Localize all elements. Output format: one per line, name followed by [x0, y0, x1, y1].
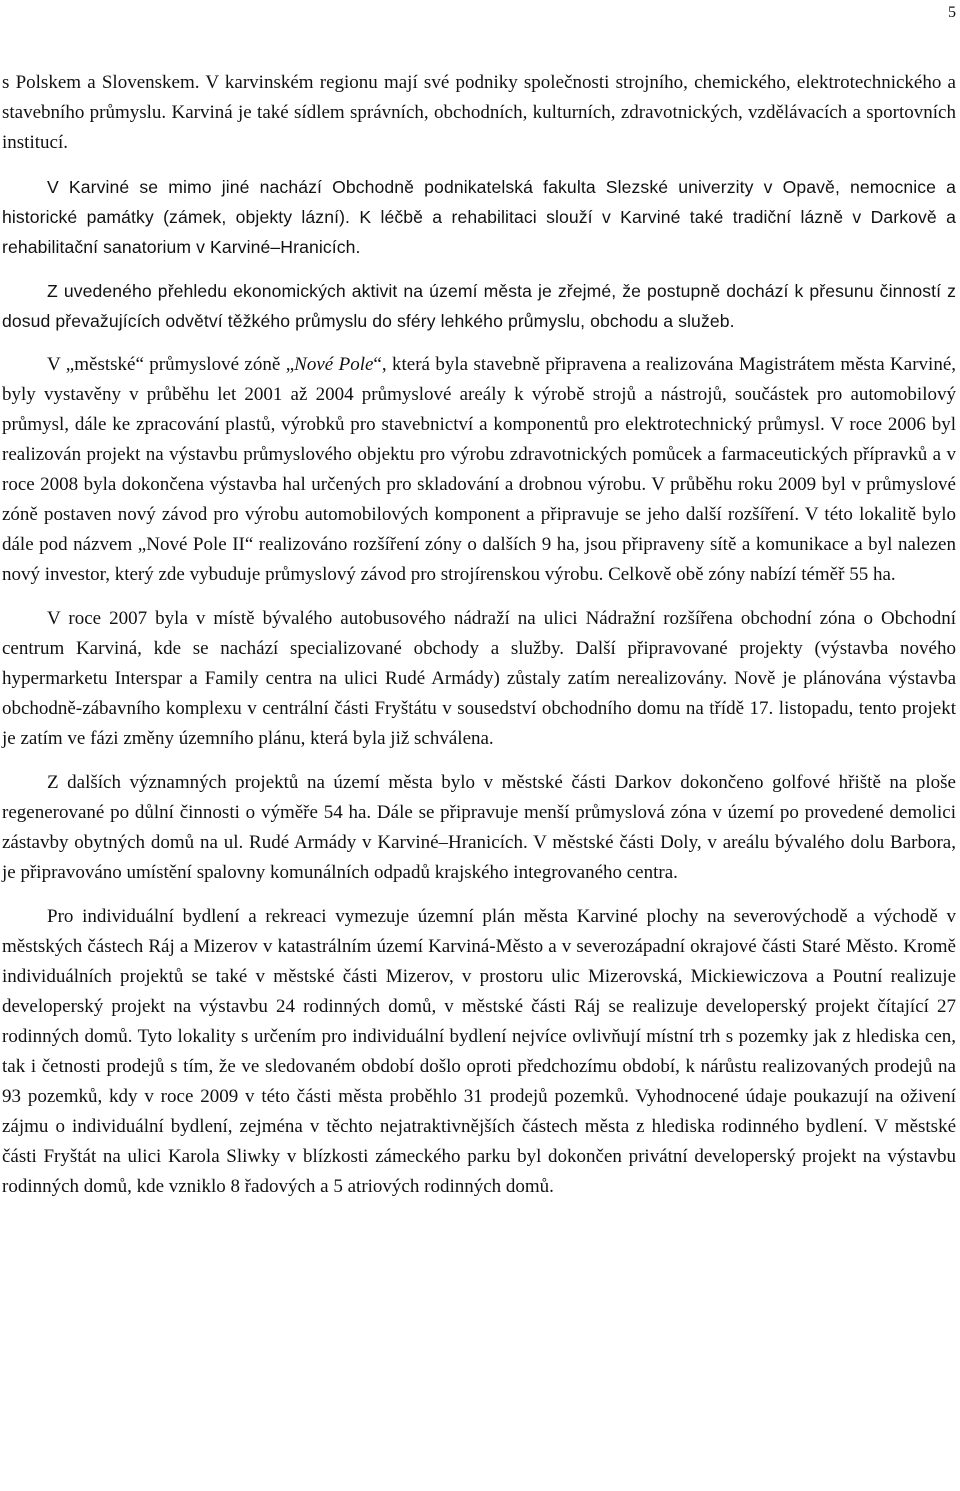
paragraph-industrial-zone [2, 350, 956, 590]
paragraph-commercial-zone: V roce 2007 byla v místě bývalého autobusového nádraží na ulici Nádražní rozšířena obchodní zóna o Obchodní centrum Karviná, kde se nachází specializované obchody a služby. Další připravované projekty (výstavba nového hypermarketu Interspar a Family centra na ulici Rudé Armády) zůstaly zatím nerealizovány. Nově je plánována výstavba obchodně-zábavního komplexu v centrální části Fryštátu v sousedství obchodního domu na třídě 17. listopadu, tento projekt je zatím ve fázi změny územního plánu, která byla již schválena. [2, 608, 956, 749]
document-body [2, 68, 956, 1216]
paragraph-institutions [2, 172, 956, 262]
paragraph-institutions-part-a: V Karviné se mimo jiné nachází Obchodně podnikatelská fakulta Slezské univerzity v Opavě, nemocnice a historické památky (zámek, objekty lázní). [2, 177, 956, 227]
paragraph-other-projects: Z dalších významných projektů na území města bylo v městské části Darkov dokončeno golfové hřiště na ploše regenerované po důlní činnosti o výměře 54 ha. Dále se připravuje menší průmyslová zóna v území po provedené demolici zástavby obytných domů na ul. Rudé Armády v Karviné–Hranicích. V městské části Doly, v areálu bývalého dolu Barbora, je připravováno umístění spalovny komunálních odpadů krajského integrovaného centra. [2, 772, 956, 883]
paragraph-industrial-zone-lead: V „městské“ průmyslové zóně „ [47, 354, 295, 375]
paragraph-economic-shift: Z uvedeného přehledu ekonomických aktivit na území města je zřejmé, že postupně dochází k přesunu činností z dosud převažujících odvětví těžkého průmyslu do sféry lehkého průmyslu, obchodu a služeb. [2, 281, 956, 331]
paragraph-industrial-zone-body: “, která byla stavebně připravena a realizována Magistrátem města Karviné, byly vystavěny v průběhu let 2001 až 2004 průmyslové areály k výrobě strojů a nástrojů, součástek pro automobilový průmysl, dále ke zpracování plastů, výrobků pro stavebnictví a komponentů pro elektrotechnický průmysl. V roce 2006 byl realizován projekt na výstavbu průmyslového objektu pro výrobu zdravotnických pomůcek a farmaceutických přípravků a v roce 2008 byla dokončena výstavba hal určených pro skladování a drobnou výrobu. V průběhu roku 2009 byl v průmyslové zóně postaven nový závod pro výrobu automobilových komponent a připravuje se jeho další rozšíření. V této lokalitě bylo dále pod názvem „Nové Pole II“ realizováno rozšíření zóny o dalších 9 ha, jsou připraveny sítě a komunikace a byl nalezen nový investor, který zde vybuduje průmyslový závod pro strojírenskou výrobu. Celkově obě zóny nabízí téměř 55 ha. [2, 354, 957, 585]
zone-name-italic: Nové Pole [294, 354, 374, 375]
page-number: 5 [948, 4, 956, 21]
paragraph-regional-industry: s Polskem a Slovenskem. V karvinském regionu mají své podniky společnosti strojního, chemického, elektrotechnického a stavebního průmyslu. Karviná je také sídlem správních, obchodních, kulturních, zdravotnických, vzdělávacích a sportovních institucí. [2, 72, 956, 153]
paragraph-institutions-part-b: K léčbě a rehabilitaci slouží v Karviné také tradiční lázně v Darkově a rehabilitační sanatorium v Karviné–Hranicích. [2, 207, 956, 257]
paragraph-housing: Pro individuální bydlení a rekreaci vymezuje územní plán města Karviné plochy na severovýchodě a východě v městských částech Ráj a Mizerov v katastrálním území Karviná-Město a v severozápadní okrajové části Staré Město. Kromě individuálních projektů se také v městské části Mizerov, v prostoru ulic Mizerovská, Mickiewiczova a Poutní realizuje developerský projekt na výstavbu 24 rodinných domů, v městské části Ráj se realizuje developerský projekt čítající 27 rodinných domů. Tyto lokality s určením pro individuální bydlení nejvíce ovlivňují místní trh s pozemky jak z hlediska cen, tak i četnosti prodejů s tím, že ve sledovaném období došlo oproti předchozímu období, k nárůstu realizovaných prodejů na 93 pozemků, kdy v roce 2009 v této části města proběhlo 31 prodejů pozemků. Vyhodnocené údaje poukazují na oživení zájmu o individuální bydlení, zejména v těchto nejatraktivnějších částech města z hlediska rodinného bydlení. V městské části Fryštát na ulici Karola Sliwky v blízkosti zámeckého parku byl dokončen privátní developerský projekt na výstavbu rodinných domů, kde vzniklo 8 řadových a 5 atriových rodinných domů. [2, 906, 956, 1197]
